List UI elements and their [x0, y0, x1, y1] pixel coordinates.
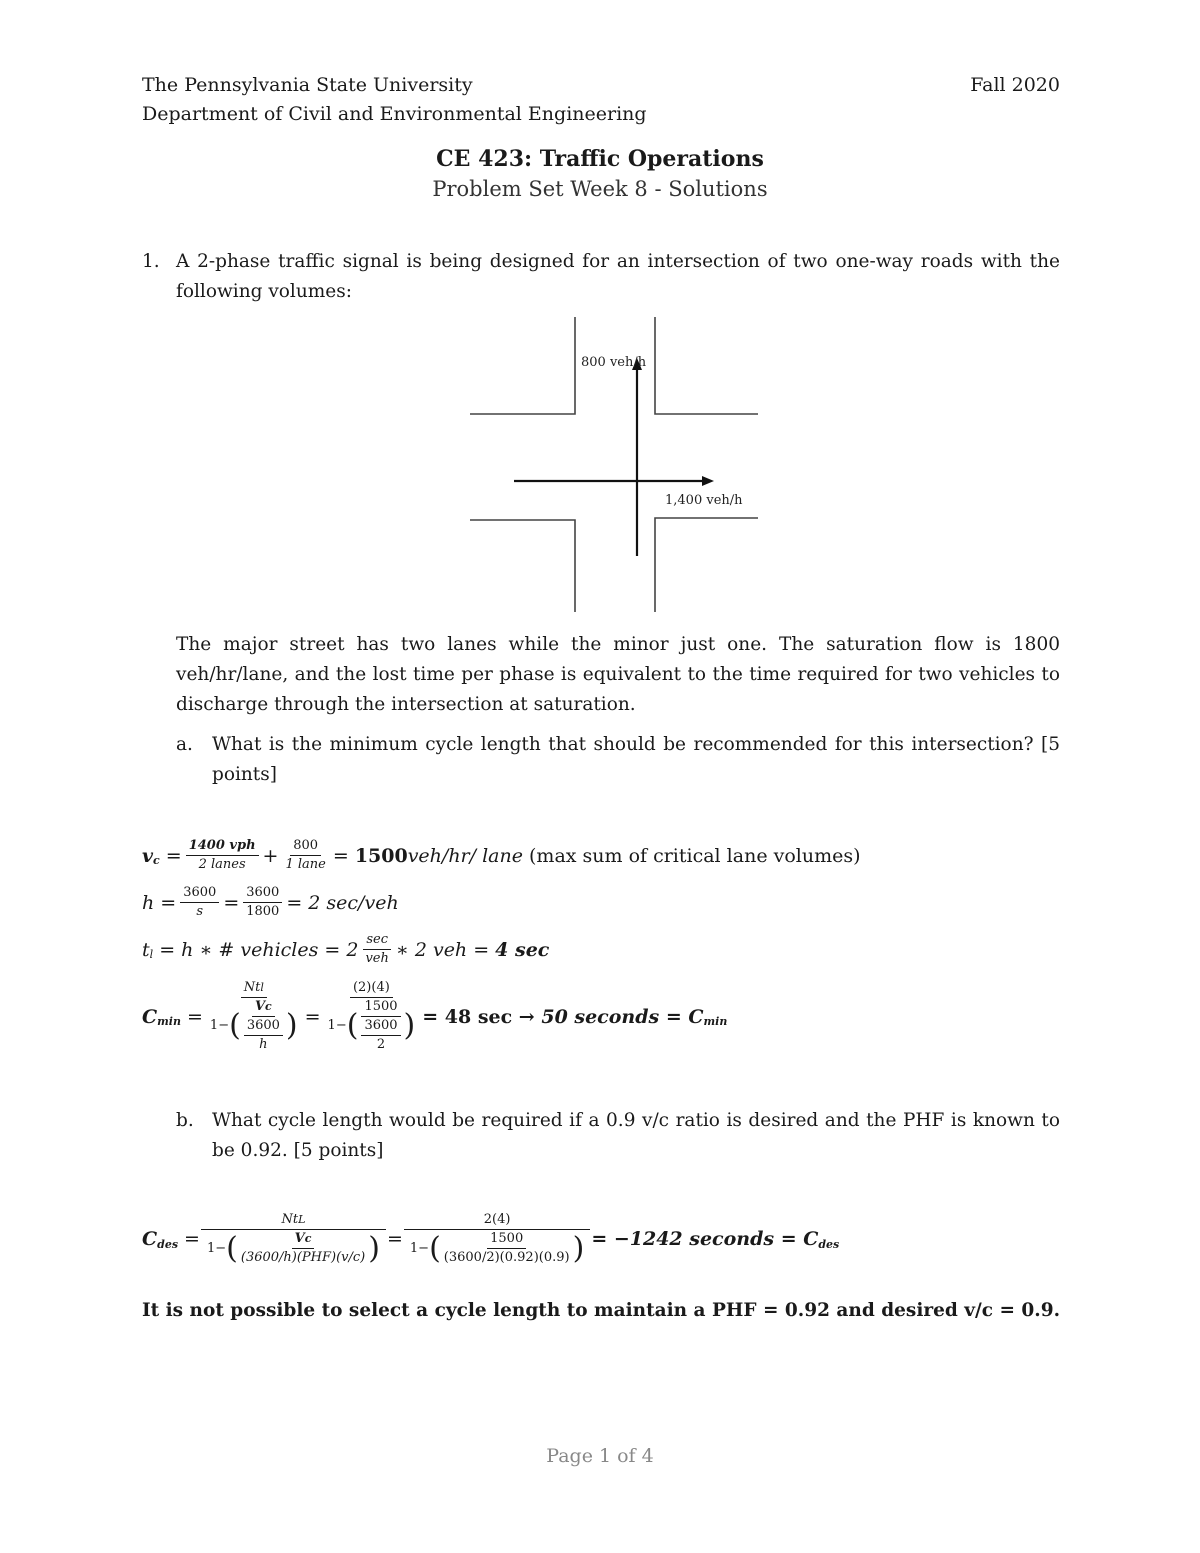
- cmin-final: 50 seconds = C: [541, 1005, 704, 1028]
- cmin-frac2-inner-den-den: 2: [376, 1037, 386, 1052]
- cdes-inner-num: V: [294, 1231, 305, 1246]
- equation-vc: v c = $\frac{\text{1400 vph}}{\text{2 lanes}}$ + $\frac{800}{\text{1 lane}}$ = 1500 veh/hr/ lane (max sum of critical lane volumes): [142, 838, 861, 872]
- tl-frac-den: veh: [365, 951, 389, 966]
- equation-cdes: C des = NtL 1− ( $\frac{Vc}{\text{(3600/h)(PHF)(v/c)}}$ ) = 2(4) 1− ( $\frac{1500}{(3600/2)(0.92)(0.9)}$ ) = −1242 seconds = C des: [142, 1212, 840, 1266]
- vc-result: 1500: [354, 844, 408, 867]
- cmin-frac1-num-sub: l: [260, 981, 264, 994]
- vc-frac1: [186, 838, 259, 873]
- cdes-frac2-den-prefix: 1−: [409, 1240, 430, 1256]
- cmin-frac1: Ntl 1− ( $\frac{Vc}{\frac{3600}{h}}$ ): [209, 980, 298, 1052]
- vc-frac1-num: 1400 vph: [186, 838, 259, 856]
- page-title: CE 423: Traffic Operations: [436, 146, 764, 172]
- tl-result: 4 sec: [495, 938, 550, 961]
- cdes-frac2-num: 2(4): [404, 1212, 590, 1230]
- page-subtitle: Problem Set Week 8 - Solutions: [432, 177, 768, 201]
- cdes-frac1-num: Nt: [281, 1212, 299, 1227]
- part-a-line2: points]: [212, 764, 277, 785]
- intersection-diagram: [460, 312, 770, 617]
- tl-lhs-sub: l: [149, 948, 154, 961]
- tl-expr2: ∗ 2 veh =: [395, 938, 496, 961]
- h-frac1-num: 3600: [180, 885, 219, 903]
- cmin-result: = 48 sec →: [422, 1005, 542, 1028]
- curb-top-left: [470, 317, 575, 414]
- curb-bottom-right: [655, 518, 758, 612]
- part-b-letter: b.: [176, 1110, 194, 1131]
- cmin-frac2: (2)(4) 1− ( $\frac{1500}{\frac{3600}{2}}$ ): [327, 980, 416, 1052]
- equation-h: h = $\frac{3600}{s}$ = $\frac{3600}{1800}$ = 2 sec/veh: [142, 885, 399, 919]
- page-number: Page 1 of 4: [546, 1445, 654, 1467]
- vc-note: (max sum of critical lane volumes): [522, 844, 861, 867]
- conclusion-text: It is not possible to select a cycle length to maintain a PHF = 0.92 and desired v/c = 0.9.: [142, 1300, 1061, 1321]
- problem-number: 1.: [142, 251, 160, 272]
- problem-intro-line1: A 2-phase traffic signal is being designed for an intersection of two one-way roads with the: [176, 251, 1060, 272]
- part-a-line1: What is the minimum cycle length that should be recommended for this intersection? [5: [212, 734, 1060, 755]
- cmin-inner-den-num: 3600: [244, 1018, 283, 1036]
- h-frac2: [243, 885, 282, 920]
- cdes-frac1-den-prefix: 1−: [206, 1240, 227, 1256]
- equation-tl: t l = h ∗ # vehicles = 2 $\frac{\sec}{\text{veh}}$ ∗ 2 veh = 4 sec: [142, 932, 550, 966]
- problem-intro: [176, 247, 1060, 307]
- cmin-frac2-inner-num: 1500: [361, 999, 400, 1017]
- cdes-frac1-num-sub: L: [298, 1213, 306, 1226]
- cmin-inner-num: V: [254, 999, 266, 1014]
- tl-lhs: t: [142, 938, 150, 961]
- vc-frac2-num: 800: [290, 838, 321, 856]
- cdes-inner-den: (3600/h)(PHF)(v/c): [240, 1250, 366, 1265]
- cdes-lhs-sub: des: [157, 1237, 179, 1251]
- tl-frac-num: sec: [363, 932, 391, 950]
- part-b-question: [212, 1106, 1060, 1166]
- cdes-lhs: C: [142, 1228, 158, 1250]
- header-term: Fall 2020: [970, 74, 1060, 96]
- part-a-letter: a.: [176, 734, 193, 755]
- vc-unit: veh/hr/ lane: [407, 844, 523, 867]
- cdes-final-sub: des: [818, 1237, 840, 1251]
- cdes-inner-num-sub: c: [304, 1232, 312, 1245]
- cmin-inner-den-den: h: [259, 1037, 268, 1052]
- cmin-lhs: C: [142, 1005, 158, 1028]
- tl-frac: [362, 932, 391, 967]
- part-a-question: [212, 730, 1060, 790]
- cmin-lhs-sub: min: [157, 1015, 181, 1028]
- paragraph-line3: discharge through the intersection at saturation.: [176, 694, 636, 715]
- curb-top-right: [655, 317, 758, 414]
- vc-lhs: v: [142, 844, 154, 867]
- cdes-frac2-inner-num: 1500: [487, 1231, 526, 1249]
- cdes-final: = −1242 seconds = C: [591, 1228, 819, 1250]
- volume-label-north: 800 veh/h: [581, 355, 647, 370]
- cmin-frac1-num: Nt: [243, 980, 261, 995]
- part-b-line2: be 0.92. [5 points]: [212, 1140, 384, 1161]
- volume-label-east: 1,400 veh/h: [665, 493, 743, 508]
- paragraph-line1: The major street has two lanes while the minor just one. The saturation flow is 1800: [176, 634, 1060, 655]
- h-frac1-den: s: [196, 904, 204, 919]
- vc-lhs-sub: c: [153, 854, 160, 867]
- part-b-line1: What cycle length would be required if a 0.9 v/c ratio is desired and the PHF is known to: [212, 1110, 1060, 1131]
- east-arrowhead-icon: [702, 476, 714, 486]
- cdes-frac1: NtL 1− ( $\frac{Vc}{\text{(3600/h)(PHF)(v/c)}}$ ): [204, 1212, 383, 1266]
- h-result: 2 sec/veh: [308, 891, 399, 914]
- problem-paragraph: [176, 630, 1060, 720]
- problem-intro-line2: following volumes:: [176, 281, 352, 302]
- vc-frac2: [282, 838, 328, 873]
- vc-plus: +: [262, 844, 279, 867]
- h-frac2-num: 3600: [243, 885, 282, 903]
- cmin-final-sub: min: [703, 1015, 728, 1028]
- header-university: The Pennsylvania State University: [142, 74, 473, 96]
- cmin-frac2-den-prefix: 1−: [327, 1018, 347, 1033]
- h-lhs: h: [142, 891, 155, 914]
- equation-cmin: C min = Ntl 1− ( $\frac{Vc}{\frac{3600}{h}}$ ) = (2)(4) 1− ( $\frac{1500}{\frac{3600}{2}}$ ) = 48 sec → 50 seconds = C min: [142, 980, 728, 1052]
- tl-expr: h ∗ # vehicles = 2: [181, 938, 359, 961]
- cmin-frac1-den-prefix: 1−: [209, 1018, 230, 1033]
- cmin-frac2-inner-den-num: 3600: [361, 1018, 400, 1036]
- vc-frac1-den: 2 lanes: [198, 857, 246, 872]
- vc-frac2-den: 1 lane: [285, 857, 326, 872]
- cdes-frac2: 2(4) 1− ( $\frac{1500}{(3600/2)(0.92)(0.9)}$ ): [407, 1212, 587, 1266]
- h-frac2-den: 1800: [246, 904, 280, 919]
- header-department: Department of Civil and Environmental Engineering: [142, 103, 647, 125]
- h-frac1: [180, 885, 219, 920]
- cmin-inner-num-sub: c: [265, 1000, 272, 1013]
- curb-bottom-left: [470, 520, 575, 612]
- paragraph-line2: veh/hr/lane, and the lost time per phase is equivalent to the time required for two vehicles to: [176, 664, 1060, 685]
- cdes-frac2-inner-den: (3600/2)(0.92)(0.9): [443, 1250, 570, 1265]
- cmin-frac2-num: (2)(4): [350, 980, 393, 998]
